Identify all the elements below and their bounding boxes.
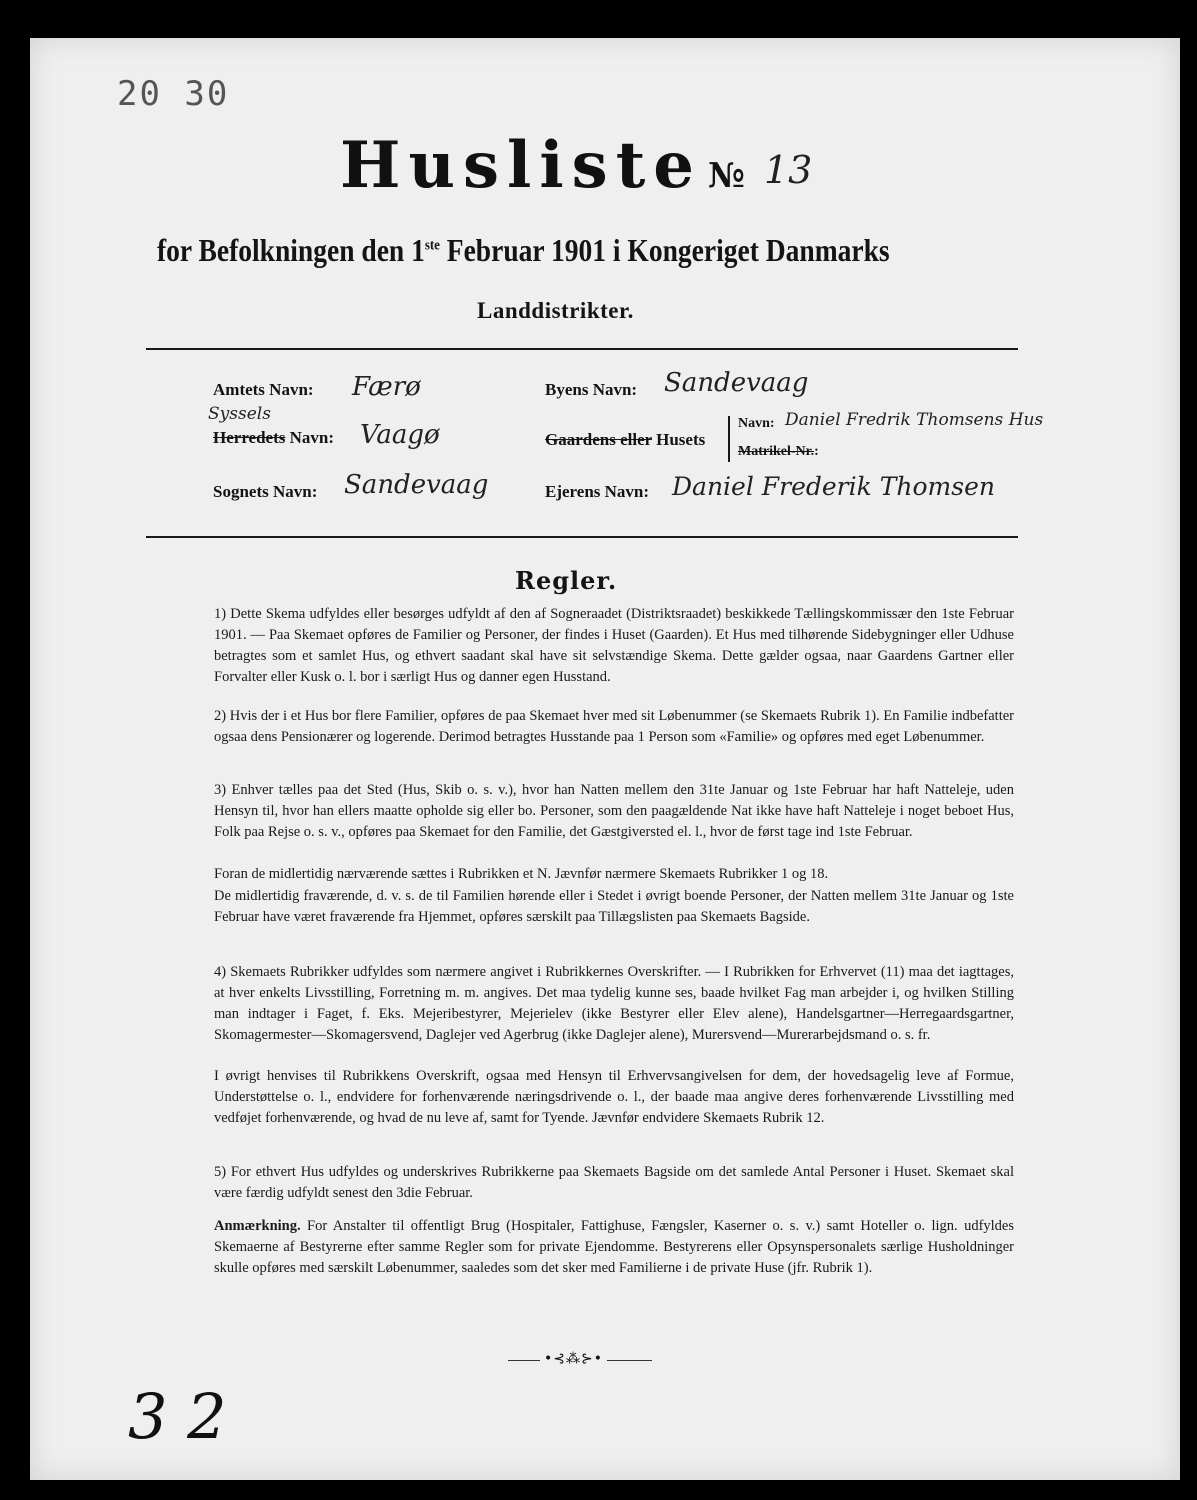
ejer-label: Ejerens Navn: <box>545 482 650 501</box>
number-sign: № <box>708 156 745 196</box>
rule-4-text: 4) Skemaets Rubrikker udfyldes som nærmere angivet i Rubrikkernes Overskrifter. — I Rubrikken for Erhvervet (11) maa det iagttages, at hver enkelts Livsstilling, Forretning m. m. angives. Det maa tydelig kunne ses, baade hvilket Fag man arbejder i, og hvilken Stilling man indtager i Faget, f. Eks. Mejeribestyrer, Mejerielev (ikke Bestyrer eller Elev alene), Handelsgartner—Herregaardsgartner, Skomagermester—Skomagersvend, Daglejer ved Agerbrug (ikke Daglejer alene), Murersvend—Murerarbejdsmand o. s. fr. <box>214 964 1014 1043</box>
matrikel-label <box>738 444 819 460</box>
subtitle-superscript: ste <box>424 237 440 254</box>
matrikel-struck-text: Matrikel-Nr. <box>738 444 815 459</box>
rule-4-continued <box>214 1066 1014 1129</box>
top-divider <box>146 348 1018 350</box>
hus-struck-text: Gaardens eller <box>545 430 652 449</box>
sogn-value: Sandevaag <box>344 470 489 500</box>
subtitle-text-rest: Februar 1901 i Kongeriget Danmarks <box>439 232 890 268</box>
herred-correction: Syssels <box>208 404 271 424</box>
rule-2-text: 2) Hvis der i et Hus bor flere Familier, opføres de paa Skemaet hver med sit Løbenummer (se Skemaets Rubrik 1). En Familie indbefatter ogsaa dens Pensionærer og logerende. Derimod betragtes Husstande paa 1 Person som «Familie» og opføres med eget Løbenummer. <box>214 708 1014 745</box>
bottom-handwritten-number: 3 2 <box>128 1380 227 1453</box>
matrikel-colon: : <box>814 444 819 459</box>
ejer-value: Daniel Frederik Thomsen <box>672 472 995 501</box>
hus-navn-value: Daniel Fredrik Thomsens Hus <box>785 410 1044 430</box>
note-label: Anmærkning. <box>214 1218 301 1234</box>
by-value: Sandevaag <box>664 368 809 398</box>
form-title: Husliste <box>340 128 702 203</box>
rules-heading: Regler. <box>515 566 618 595</box>
hus-label-text: Husets <box>651 430 706 449</box>
herred-label <box>213 428 334 448</box>
herred-label-text: Navn: <box>285 428 335 447</box>
rule-3-present-text: Foran de midlertidig nærværende sættes i Rubrikken et N. Jævnfør nærmere Skemaets Rubrikker 1 og 18. <box>214 866 829 882</box>
herred-struck-text: Herredets <box>213 428 286 447</box>
rule-5-text: 5) For ethvert Hus udfyldes og underskrives Rubrikkerne paa Skemaets Bagside om det samlede Antal Personer i Huset. Skemaet skal være færdig udfyldt senest den 3die Februar. <box>214 1164 1014 1201</box>
rule-3-text: 3) Enhver tælles paa det Sted (Hus, Skib o. s. v.), hvor han Natten mellem den 31te Januar og 1ste Februar har haft Natteleje, uden Hensyn til, hvor han ellers maatte opholde sig eller bo. Personer, som den paagældende Nat ikke have haft Natteleje i noget beboet Hus, Folk paa Rejse o. s. v., opføres paa Skemaet for den Familie, det Gæstgiversted el. l., hvor de først tage ind 1ste Februar. <box>214 782 1014 840</box>
rule-4-continued-text: I øvrigt henvises til Rubrikkens Overskrift, ogsaa med Hensyn til Erhvervsangivelsen for dem, der hovedsagelig leve af Formue, Understøttelse o. l., endvidere for forhenværende næringsdrivende o. l., der baade maa angive deres forhenværende Livsstilling med vedføjet forhenværende, og hvad de nu leve af, samt for Tyende. Jævnfør endvidere Skemaets Rubrik 12. <box>214 1068 1014 1126</box>
note-text: For Anstalter til offentligt Brug (Hospitaler, Fattighuse, Fængsler, Kaserner o. s. v.) samt Hoteller o. lign. udfyldes Skemaerne af Bestyrerne efter samme Regler som for private Ejendomme. Bestyrerens eller Opsynspersonalets særlige Husholdninger skulle opføres med særskilt Løbenummer, saaledes som det sker med Familierne i de private Huse (jfr. Rubrik 1). <box>214 1218 1014 1276</box>
form-subtitle <box>157 232 890 269</box>
hus-navn-label: Navn: <box>738 416 775 431</box>
amt-value: Færø <box>352 372 421 402</box>
note <box>214 1216 1014 1279</box>
rule-1-text: 1) Dette Skema udfyldes eller besørges udfyldt af den af Sogneraadet (Distriktsraadet) beskikkede Tællingskommissær den 1ste Februar 1901. — Paa Skemaet opføres de Familier og Personer, der findes i Huset (Gaarden). Et Hus med tilhørende Sidebygninger eller Udhuse betragtes som et samlet Hus, og ethvert saadant skal have sit selvstændige Skema. Dette gælder ogsaa, naar Gaardens Gartner eller Forvalter eller Kusk o. l. bor i særligt Hus og danner egen Husstand. <box>214 606 1014 685</box>
rule-5 <box>214 1162 1014 1204</box>
hus-brace <box>728 416 730 462</box>
hus-label <box>545 430 705 450</box>
amt-label: Amtets Navn: <box>213 380 314 399</box>
sogn-label: Sognets Navn: <box>213 482 318 501</box>
district-heading: Landdistrikter. <box>477 298 634 323</box>
bottom-divider <box>146 536 1018 538</box>
house-number-handwritten: 13 <box>764 148 813 192</box>
rule-2 <box>214 706 1014 748</box>
by-label: Byens Navn: <box>545 380 638 399</box>
archive-stamp: 20 30 <box>117 74 230 114</box>
rule-3-note-present <box>214 864 1014 885</box>
herred-value: Vaagø <box>360 420 440 450</box>
rule-1 <box>214 604 1014 688</box>
rule-4 <box>214 962 1014 1046</box>
ornament: •⊰⁂⊱• <box>540 1351 607 1367</box>
subtitle-text: for Befolkningen den 1 <box>157 232 425 268</box>
rule-3-note-absent <box>214 886 1014 928</box>
rule-3-absent-text: De midlertidig fraværende, d. v. s. de til Familien hørende eller i Stedet i øvrigt boende Personer, der Natten mellem 31te Januar og 1ste Februar have været fraværende fra Hjemmet, opføres særskilt paa Tillægslisten paa Skemaets Bagside. <box>214 888 1014 925</box>
rule-3 <box>214 780 1014 843</box>
